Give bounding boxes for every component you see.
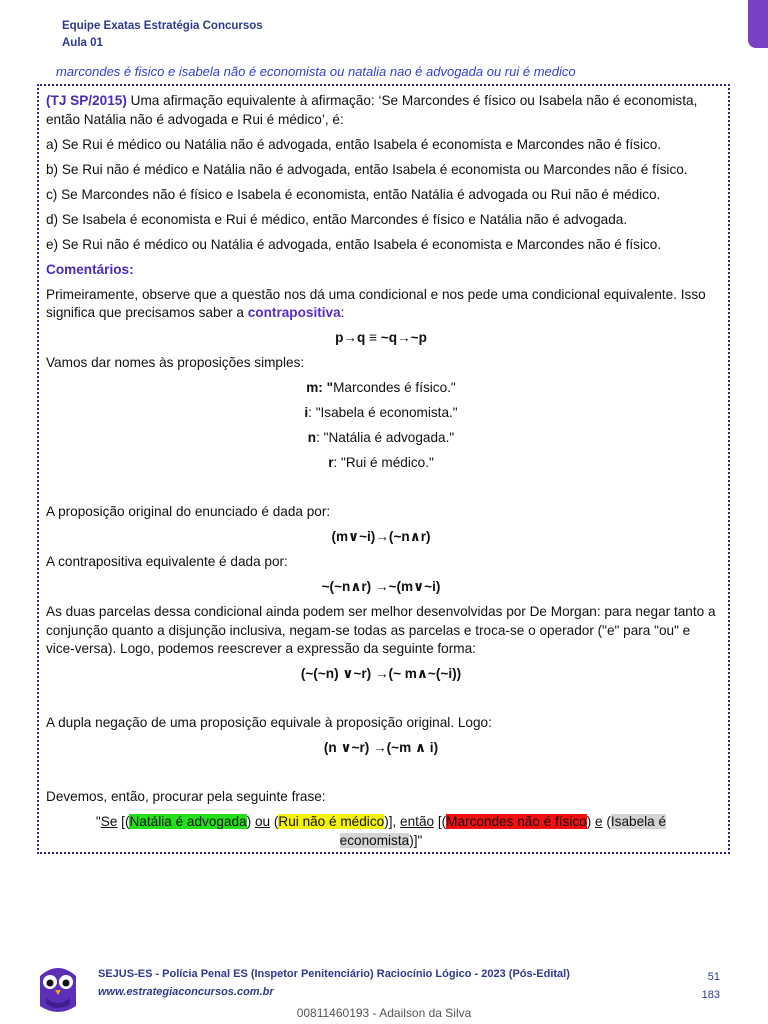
names-intro: Vamos dar nomes às proposições simples: [46, 355, 305, 370]
punct: ) [586, 814, 596, 829]
intro-text: Primeiramente, observe que a questão nos dá uma condicional e nos pede uma condicional equivalente. Isso significa que precisamos saber a [46, 286, 706, 320]
quote-open: " [95, 814, 101, 829]
prop-text: Marcondes é físico." [333, 380, 456, 395]
header-team: Equipe Exatas Estratégia Concursos [62, 20, 263, 32]
prop-symbol: i [304, 405, 309, 420]
highlight-rui: Rui não é médico [278, 814, 385, 829]
prop-r [46, 454, 716, 473]
spacer [46, 764, 716, 788]
highlight-natalia: Natália é advogada [129, 814, 247, 829]
intro-end: : [340, 305, 345, 320]
highlight-marcondes: Marcondes não é físico [446, 814, 587, 829]
formula-demorgan: (~(~n) ∨~r) →(~ m∧~(~i)) [300, 666, 462, 681]
question-source: (TJ SP/2015) [46, 93, 127, 108]
connector-ou: ou [254, 814, 271, 829]
connector-e: e [595, 814, 603, 829]
question-content [46, 92, 716, 857]
punct: [( [117, 814, 130, 829]
term-contrapositiva: contrapositiva [247, 305, 341, 320]
contra-intro: A contrapositiva equivalente é dada por: [46, 554, 288, 569]
original-intro: A proposição original do enunciado é dada por: [46, 504, 331, 519]
option-c: c) Se Marcondes não é físico e Isabela é economista, então Natália é advogada ou Rui não é médico. [46, 186, 661, 202]
comments-intro [46, 286, 716, 323]
demorgan-text: As duas parcelas dessa condicional ainda podem ser melhor desenvolvidas por De Morgan: para negar tanto a conjunção quanto a disjunção inclusiva, negam-se todas as parcelas e troca-se o operador ("e" para "ou" e vice-versa). Logo, podemos reescrever a expressão da seguinte forma: [46, 604, 716, 656]
punct: ( [270, 814, 279, 829]
punct: )]" [409, 832, 423, 848]
question-text: Uma afirmação equivalente à afirmação: ‘Se Marcondes é físico ou Isabela não é economista, então Natália não é advogada e Rui é médico’, é: [46, 93, 698, 127]
page-total: 183 [701, 989, 720, 1001]
final-sentence [46, 813, 716, 850]
formula-contrapositive-rule: p→q ≡ ~q→~p [335, 330, 427, 345]
prop-text: : "Rui é médico." [333, 455, 434, 470]
option-d: d) Se Isabela é economista e Rui é médico, então Marcondes é físico e Natália não é advogada. [46, 211, 628, 227]
punct: )], [384, 814, 401, 829]
footer-site-link[interactable]: www.estrategiaconcursos.com.br [98, 986, 274, 998]
connector-entao: então [400, 814, 435, 829]
header-lesson: Aula 01 [62, 37, 103, 49]
page-header [62, 18, 263, 52]
prop-m [46, 379, 716, 398]
formula-final: (n ∨~r) →(~m ∧ i) [323, 740, 439, 755]
footer-course: SEJUS-ES - Polícia Penal ES (Inspetor Penitenciário) Raciocínio Lógico - 2023 (Pós-Edital) [98, 968, 570, 980]
spacer [46, 479, 716, 503]
prop-symbol: m: " [306, 380, 334, 395]
page-current: 51 [707, 971, 720, 983]
prop-text: : "Isabela é economista." [308, 405, 458, 420]
option-b: b) Se Rui não é médico e Natália não é advogada, então Isabela é economista ou Marcondes não é físico. [46, 161, 688, 177]
prop-text: : "Natália é advogada." [316, 430, 455, 445]
punct: ) [246, 814, 255, 829]
question-statement [46, 92, 716, 129]
highlight-isabela: Isabela é economista [339, 814, 667, 848]
double-negation-text: A dupla negação de uma proposição equivale à proposição original. Logo: [46, 715, 492, 730]
formula-contrapositive: ~(~n∧r) →~(m∨~i) [321, 579, 441, 594]
watermark: 00811460193 - Adailson da Silva [296, 1006, 472, 1020]
option-a: a) Se Rui é médico ou Natália não é advogada, então Isabela é economista e Marcondes não é físico. [46, 136, 662, 152]
connector-se: Se [100, 814, 118, 829]
option-e: e) Se Rui não é médico ou Natália é advogada, então Isabela é economista e Marcondes não é físico. [46, 236, 662, 252]
page-number [702, 968, 720, 1004]
corner-tab [748, 0, 768, 48]
prop-i [46, 404, 716, 423]
prop-symbol: n [307, 430, 317, 445]
handwritten-note: marcondes é fisico e isabela não é economista ou natalia nao é advogada ou rui é medico [56, 64, 576, 79]
comments-heading: Comentários: [46, 261, 134, 277]
prop-symbol: r [328, 455, 334, 470]
punct: [( [434, 814, 447, 829]
prop-n [46, 429, 716, 448]
spacer [46, 690, 716, 714]
punct: ( [602, 814, 611, 829]
final-intro: Devemos, então, procurar pela seguinte frase: [46, 789, 326, 804]
formula-original: (m∨~i)→(~n∧r) [331, 529, 431, 544]
